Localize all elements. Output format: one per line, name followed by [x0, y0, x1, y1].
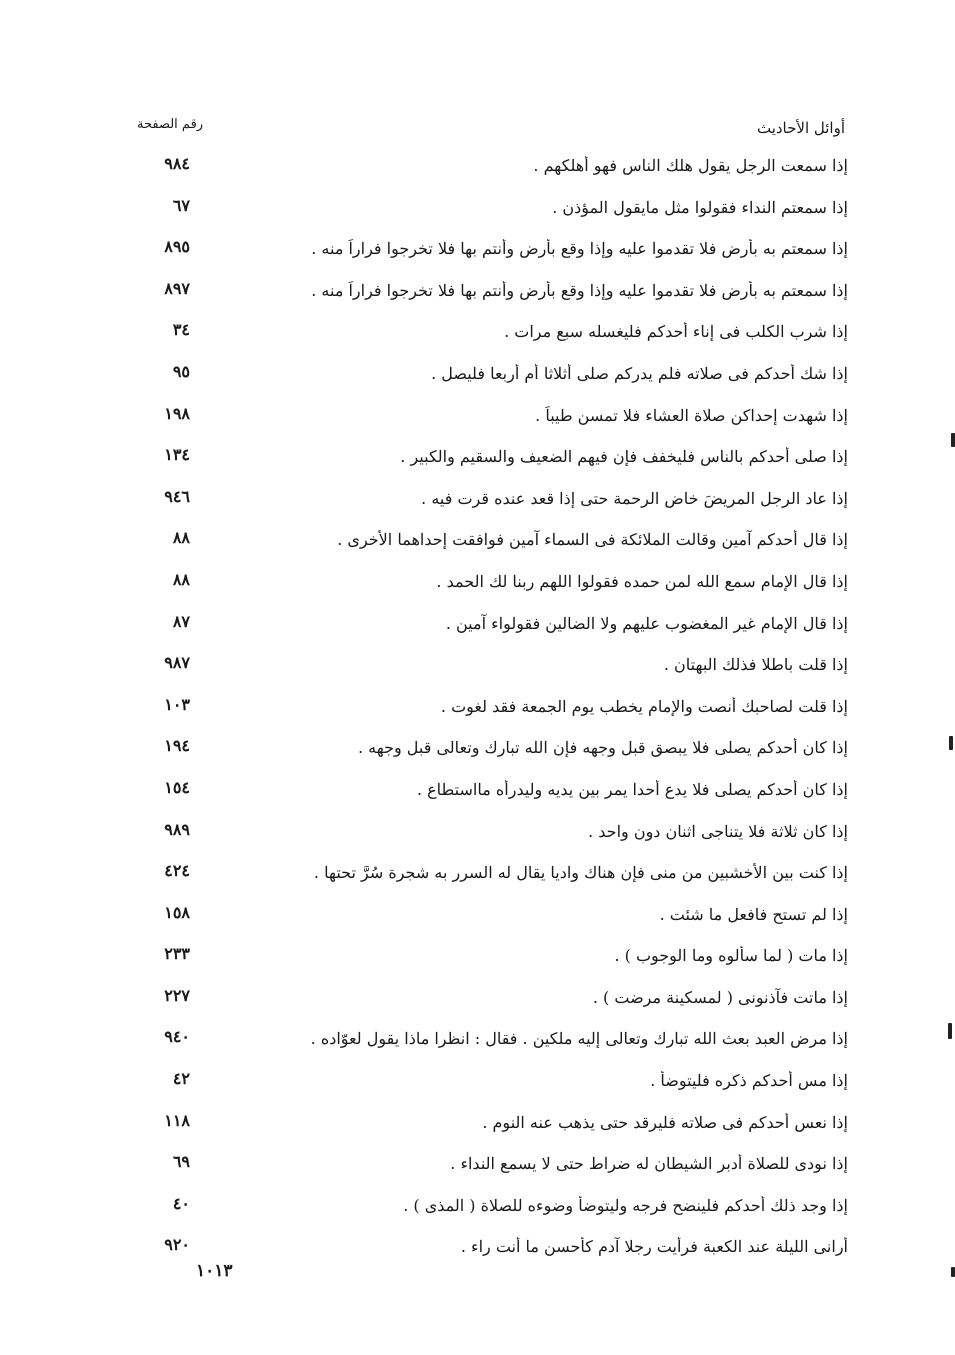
- index-entry: [0, 1229, 955, 1271]
- index-entry: [0, 314, 955, 356]
- page-reference: ٩٢٠: [164, 1235, 190, 1255]
- margin-mark: [949, 736, 953, 750]
- hadith-opening-text: إذا مرض العبد بعث الله تبارك وتعالى إليه ملكين . فقال : انظرا ماذا يقول لعوّاده .: [310, 1029, 848, 1049]
- hadith-opening-text: إذا عاد الرجل المريضَ خاض الرحمة حتى إذا قعد عنده قرت فيه .: [421, 488, 848, 508]
- hadith-opening-text: إذا سمعتم به بأرض فلا تقدموا عليه وإذا وقع بأرض وأنتم بها فلا تخرجوا فراراً منه .: [311, 280, 848, 300]
- hadith-opening-text: إذا كان ثلاثة فلا يتناجى اثنان دون واحد .: [588, 821, 848, 841]
- hadith-opening-text: إذا لم تستح فافعل ما شئت .: [659, 904, 848, 924]
- hadith-opening-text: إذا شك أحدكم فى صلاته فلم يدركم صلى أثلاثا أم أربعا فليصل .: [431, 363, 848, 383]
- index-entry: [0, 606, 955, 648]
- hadith-index-list: [0, 148, 955, 1271]
- hadith-opening-text: إذا قال أحدكم آمين وقالت الملائكة فى السماء آمين فوافقت إحداهما الأخرى .: [337, 530, 848, 550]
- hadith-opening-text: إذا شرب الكلب فى إناء أحدكم فليغسله سبع مرات .: [504, 322, 848, 342]
- index-entry: [0, 938, 955, 980]
- margin-mark: [948, 1023, 952, 1039]
- index-entry: [0, 522, 955, 564]
- hadith-opening-text: إذا كان أحدكم يصلى فلا يبصق قبل وجهه فإن الله تبارك وتعالى قبل وجهه .: [357, 738, 848, 758]
- hadith-opening-text: إذا سمعتم به بأرض فلا تقدموا عليه وإذا وقع بأرض وأنتم بها فلا تخرجوا فراراً منه .: [311, 239, 848, 259]
- hadith-opening-text: إذا ماتت فآذنونى ( لمسكينة مرضت ) .: [592, 987, 848, 1007]
- page-reference: ١٣٤: [164, 445, 190, 465]
- hadith-opening-text: إذا مات ( لما سألوه وما الوجوب ) .: [614, 946, 848, 966]
- hadith-opening-text: إذا نعس أحدكم فى صلاته فليرقد حتى يذهب عنه النوم .: [482, 1112, 848, 1132]
- page-reference: ٩٤٠: [164, 1027, 190, 1047]
- page-reference: ٢٢٧: [164, 985, 190, 1005]
- index-entry: [0, 772, 955, 814]
- hadith-opening-text: إذا سمعت الرجل يقول هلك الناس فهو أهلكهم .: [533, 156, 848, 175]
- hadith-opening-text: إذا قلت باطلا فذلك البهتان .: [663, 655, 848, 675]
- page-reference: ٨٨: [172, 528, 190, 548]
- page-reference: ٢٣٣: [164, 944, 190, 964]
- page-reference: ١٩٤: [164, 736, 190, 756]
- index-entry: [0, 980, 955, 1022]
- index-entry: [0, 148, 955, 190]
- page-reference: ٩٨٤: [164, 154, 190, 173]
- hadith-opening-text: إذا مس أحدكم ذكره فليتوضأ .: [650, 1071, 848, 1091]
- index-entry: [0, 814, 955, 856]
- page-reference: ٩٨٩: [164, 819, 190, 839]
- margin-mark: [951, 433, 955, 447]
- hadith-opening-text: إذا قال الإمام غير المغضوب عليهم ولا الضالين فقولواء آمين .: [445, 613, 848, 633]
- page-reference: ١٥٤: [164, 777, 190, 797]
- index-entry: [0, 564, 955, 606]
- index-entry: [0, 231, 955, 273]
- index-entry: [0, 647, 955, 689]
- index-entry: [0, 439, 955, 481]
- hadith-opening-text: إذا كنت بين الأخشبين من منى فإن هناك واديا يقال له السرر به شجرة سُرَّ تحتها .: [313, 863, 848, 883]
- hadith-opening-text: إذا قلت لصاحبك أنصت والإمام يخطب يوم الجمعة فقد لغوت .: [440, 696, 848, 716]
- page-reference: ١٩٨: [164, 403, 190, 423]
- page-reference: ٩٤٦: [164, 486, 190, 506]
- page-reference: ٩٥: [172, 361, 190, 381]
- index-entry: [0, 1188, 955, 1230]
- hadith-opening-text: إذا صلى أحدكم بالناس فليخفف فإن فيهم الضعيف والسقيم والكبير .: [400, 447, 848, 467]
- index-entry: [0, 855, 955, 897]
- hadith-opening-text: إذا وجد ذلك أحدكم فلينضح فرجه وليتوضأ وضوءه للصلاة ( المذى ) .: [403, 1195, 848, 1215]
- page-reference: ١٥٨: [164, 902, 190, 922]
- page-reference: ١٠٣: [164, 694, 190, 714]
- hadith-opening-text: إذا شهدت إحداكن صلاة العشاء فلا تمسن طيباً .: [535, 405, 848, 425]
- page-reference: ٤٠: [172, 1193, 190, 1213]
- page-reference: ٨٩٥: [164, 237, 190, 257]
- hadith-opening-text: إذا نودى للصلاة أدبر الشيطان له ضراط حتى لا يسمع النداء .: [450, 1154, 848, 1174]
- page-column-label: رقم الصفحة: [137, 117, 204, 132]
- index-entry: [0, 273, 955, 315]
- page-reference: ٦٧: [172, 195, 190, 215]
- index-entry: [0, 481, 955, 523]
- page-reference: ٦٩: [172, 1152, 190, 1172]
- margin-mark: [951, 1267, 955, 1277]
- hadith-opening-text: أرانى الليلة عند الكعبة فرأيت رجلا آدم كأحسن ما أنت راء .: [460, 1237, 848, 1257]
- page-number: ١٠١٣: [196, 1261, 233, 1281]
- index-entry: [0, 689, 955, 731]
- index-entry: [0, 190, 955, 232]
- index-entry: [0, 1105, 955, 1147]
- page-reference: ٨٨: [172, 569, 190, 589]
- hadith-opening-text: إذا كان أحدكم يصلى فلا يدع أحدا يمر بين يديه وليدرأه مااستطاع .: [416, 779, 848, 799]
- index-entry: [0, 1146, 955, 1188]
- page-reference: ٣٤: [172, 320, 190, 340]
- page-reference: ٤٢: [172, 1069, 190, 1089]
- page-reference: ٨٧: [172, 611, 190, 631]
- index-entry: [0, 1021, 955, 1063]
- hadith-opening-text: إذا قال الإمام سمع الله لمن حمده فقولوا اللهم ربنا لك الحمد .: [436, 571, 848, 591]
- page-reference: ٤٢٤: [164, 861, 190, 881]
- page-reference: ١١٨: [164, 1110, 190, 1130]
- index-entry: [0, 730, 955, 772]
- index-entry: [0, 897, 955, 939]
- index-entry: [0, 356, 955, 398]
- page-reference: ٨٩٧: [164, 278, 190, 298]
- hadith-opening-text: إذا سمعتم النداء فقولوا مثل مايقول المؤذن .: [552, 197, 848, 217]
- page-reference: ٩٨٧: [164, 653, 190, 673]
- index-entry: [0, 1063, 955, 1105]
- index-entry: [0, 398, 955, 440]
- section-title: أوائل الأحاديث: [756, 119, 845, 137]
